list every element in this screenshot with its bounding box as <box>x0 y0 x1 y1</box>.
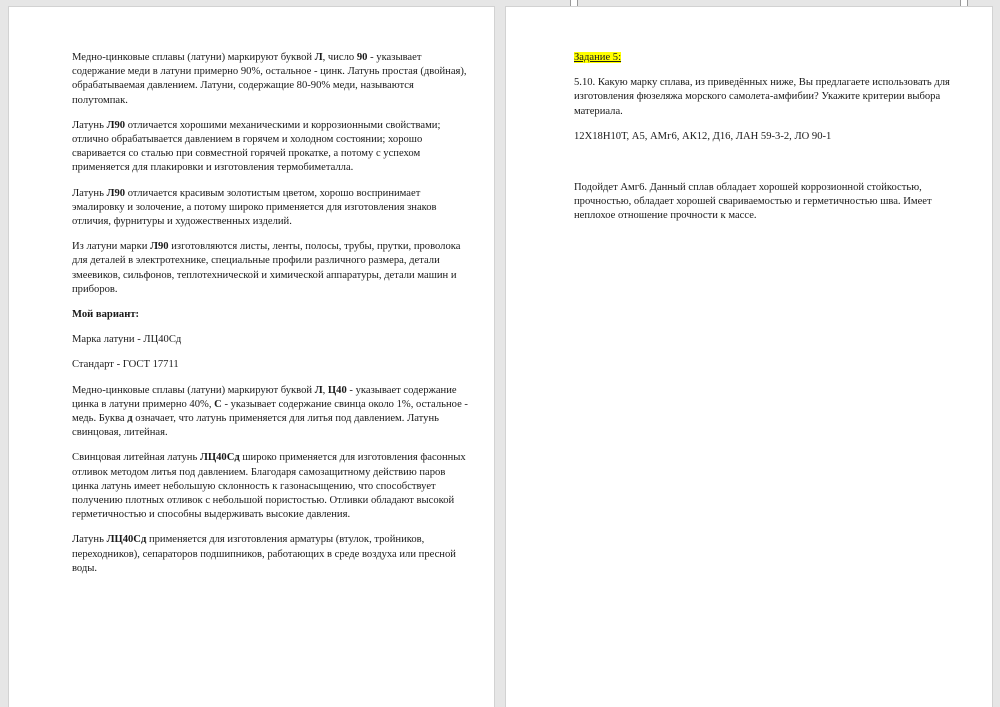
paragraph-3: Латунь Л90 отличается красивым золотистым цветом, хорошо воспринимает эмалировку и золочение, а потому широко применяется для изготовления знаков отличия, фурнитуры и художественных изделий. <box>72 187 437 228</box>
task-answer: Подойдет Амг6. Данный сплав обладает хорошей коррозионной стойкостью, прочностью, обладает хорошей свариваемостью и герметичностью шва. Имеет неплохое отношение прочности к массе. <box>574 182 932 222</box>
paragraph-1: Медно-цинковые сплавы (латуни) маркируют буквой Л, число 90 - указывает содержание меди в латуни примерно 90%, остальное - цинк. Латунь простая (двойная), обрабатываемая давлением. Латуни, содержащие 80-90% меди, называются полутомпак. <box>72 52 467 106</box>
text-boundary-marker <box>960 0 968 7</box>
paragraph-7: Латунь ЛЦ40Сд применяется для изготовления арматуры (втулок, тройников, переходников), сепараторов подшипников, работающих в среде воздуха или пресной воды. <box>72 534 456 574</box>
paragraph-5: Медно-цинковые сплавы (латуни) маркируют буквой Л, Ц40 - указывает содержание цинка в латуни примерно 40%, С - указывает содержание свинца около 1%, остальное - медь. Буква д означает, что латунь применяется для литья под давлением. Латунь свинцовая, литейная. <box>72 384 468 439</box>
page-left-content <box>72 51 468 587</box>
task-title: Задание 5: <box>574 52 622 63</box>
task-question: 5.10. Какую марку сплава, из приведённых ниже, Вы предлагаете использовать для изготовления фюзеляжа морского самолета-амфибии? Укажите критерии выбора материала. <box>574 77 950 117</box>
paragraph-6: Свинцовая литейная латунь ЛЦ40Сд широко применяется для изготовления фасонных отливок методом литья под давлением. Благодаря самозащитному действию паров цинка латунь имеет небольшую склонность к газонасыщению, что способствует получению плотных отливок с небольшой пористостью. Отливки обладают высокой герметичностью и способны выдерживать высокие давления. <box>72 452 466 521</box>
brass-grade: Марка латуни - ЛЦ40Сд <box>72 334 182 346</box>
page-right-content <box>574 51 966 235</box>
document-page-left <box>9 7 494 707</box>
standard-line: Стандарт - ГОСТ 17711 <box>72 359 179 371</box>
alloy-options: 12Х18Н10Т, А5, АМг6, АК12, Д16, ЛАН 59-3-2, ЛО 90-1 <box>574 130 832 142</box>
paragraph-4: Из латуни марки Л90 изготовляются листы, ленты, полосы, трубы, прутки, проволока для деталей в электротехнике, специальные профили различного размера, детали змеевиков, сильфонов, теплотехнической и химической аппаратуры, детали машин и приборов. <box>72 241 461 295</box>
paragraph-2: Латунь Л90 отличается хорошими механическими и коррозионными свойствами; отлично обрабатывается давлением в горячем и холодном состоянии; хорошо сваривается со сталью при совместной горячей прокатке, а потому с успехом применяется для плакировки и изготовления термобиметалла. <box>72 119 441 174</box>
text-boundary-marker <box>570 0 578 7</box>
variant-heading: Мой вариант: <box>72 309 140 321</box>
document-page-right <box>506 7 992 707</box>
